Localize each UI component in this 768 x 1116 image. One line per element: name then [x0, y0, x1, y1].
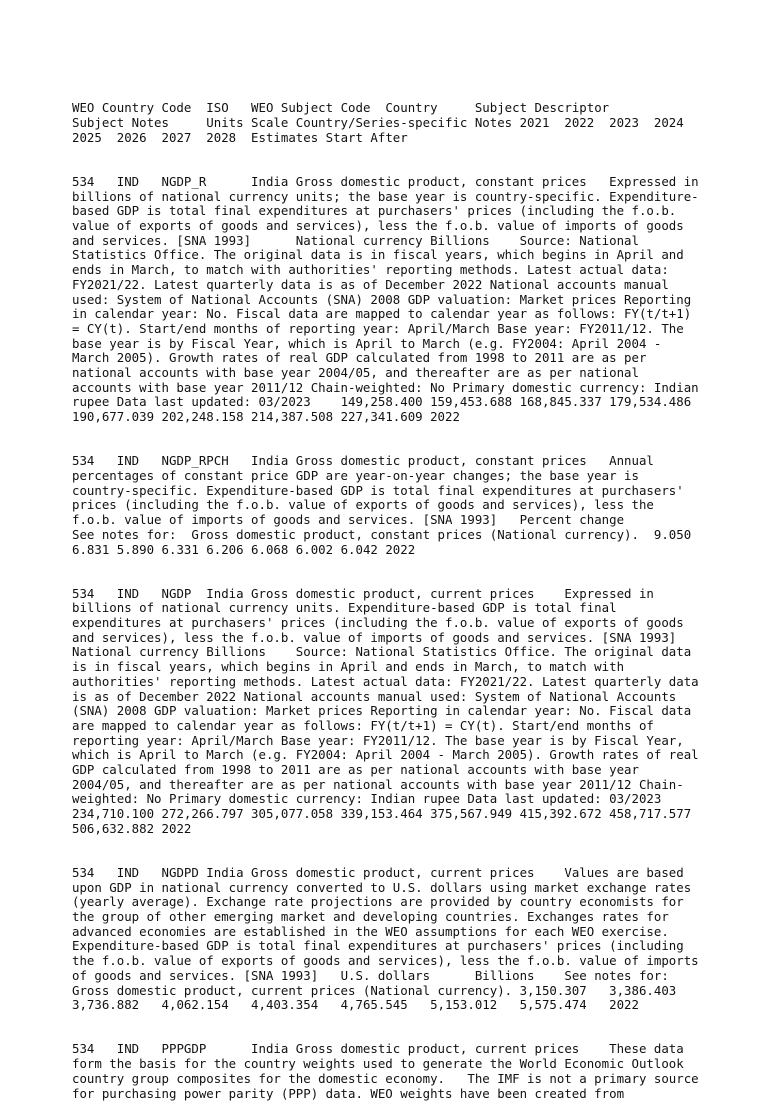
data-row-pppgdp: 534 IND PPPGDP India Gross domestic product, current prices These data form the basis for the country weights used to generate the World Economic Outlook country group composites for the domestic economy. The IMF is not a primary source for purchasing power parity (PPP) data. WEO weights have been created from — [72, 1041, 707, 1101]
data-row-ngdp: 534 IND NGDP India Gross domestic product, current prices Expressed in billions of national currency units. Expenditure-based GDP is total final expenditures at purchasers' prices (including the f.o.b. value of exports of goods and services), less the f.o.b. value of imports of goods and services. [SNA 1993] National currency Billions Source: National Statistics Office. The original data is in fiscal years, which begins in April and ends in March, to match with authorities' reporting methods. Latest actual data: FY2021/22. Latest quarterly data is as of December 2022 National accounts manual used: System of National Accounts (SNA) 2008 GDP valuation: Market prices Reporting in calendar year: No. Fiscal data are mapped to calendar year as follows: FY(t/t+1) = CY(t). Start/end months of reporting year: April/March Base year: FY2011/12. The base year is by Fiscal Year, which is April to March (e.g. FY2004: April 2004 - March 2005). Growth rates of real GDP calculated from 1998 to 2011 are as per national accounts with base year 2004/05, and thereafter are as per national accounts with base year 2011/12 Chain-weighted: No Primary domestic currency: Indian rupee Data last updated: 03/2023 234,710.100 272,266.797 305,077.058 339,153.464 375,567.949 415,392.672 458,717.577 506,632.882 2022 — [72, 585, 707, 836]
tabular-text-document — [72, 72, 707, 1116]
data-row-ngdpd: 534 IND NGDPD India Gross domestic product, current prices Values are based upon GDP in national currency converted to U.S. dollars using market exchange rates (yearly average). Exchange rate projections are provided by country economists for the group of other emerging market and developing countries. Exchanges rates for advanced economies are established in the WEO assumptions for each WEO exercise. Expenditure-based GDP is total final expenditures at purchasers' prices (including the f.o.b. value of exports of goods and services), less the f.o.b. value of imports of goods and services. [SNA 1993] U.S. dollars Billions See notes for: Gross domestic product, current prices (National currency). 3,150.307 3,386.403 3,736.882 4,062.154 4,403.354 4,765.545 5,153.012 5,575.474 2022 — [72, 864, 707, 1013]
data-row-ngdp-rpch: 534 IND NGDP_RPCH India Gross domestic product, constant prices Annual percentages of constant price GDP are year-on-year changes; the base year is country-specific. Expenditure-based GDP is total final expenditures at purchasers' prices (including the f.o.b. value of exports of goods and services), less the f.o.b. value of imports of goods and services. [SNA 1993] Percent change See notes for: Gross domestic product, constant prices (National currency). 9.050 6.831 5.890 6.331 6.206 6.068 6.002 6.042 2022 — [72, 453, 699, 557]
header-row: WEO Country Code ISO WEO Subject Code Country Subject Descriptor Subject Notes Units Scale Country/Series-specific Notes 2021 2022 2023 2024 2025 2026 2027 2028 Estimates Start After — [72, 100, 699, 145]
data-row-ngdp-r: 534 IND NGDP_R India Gross domestic product, constant prices Expressed in billions of national currency units; the base year is country-specific. Expenditure-based GDP is total final expenditures at purchasers' prices (including the f.o.b. value of exports of goods and services), less the f.o.b. value of imports of goods and services. [SNA 1993] National currency Billions Source: National Statistics Office. The original data is in fiscal years, which begins in April and ends in March, to match with authorities' reporting methods. Latest actual data: FY2021/22. Latest quarterly data is as of December 2022 National accounts manual used: System of National Accounts (SNA) 2008 GDP valuation: Market prices Reporting in calendar year: No. Fiscal data are mapped to calendar year as follows: FY(t/t+1) = CY(t). Start/end months of reporting year: April/March Base year: FY2011/12. The base year is by Fiscal Year, which is April to March (e.g. FY2004: April 2004 - March 2005). Growth rates of real GDP calculated from 1998 to 2011 are as per national accounts with base year 2004/05, and thereafter are as per national accounts with base year 2011/12 Chain-weighted: No Primary domestic currency: Indian rupee Data last updated: 03/2023 149,258.400 159,453.688 168,845.337 179,534.486 190,677.039 202,248.158 214,387.508 227,341.609 2022 — [72, 173, 707, 425]
